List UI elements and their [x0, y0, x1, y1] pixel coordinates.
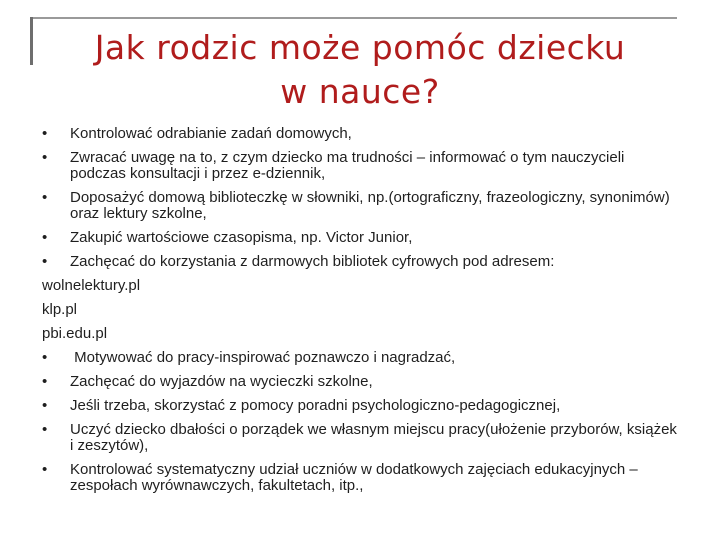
list-item	[42, 150, 682, 182]
list-item	[42, 350, 682, 366]
list-item-text: Zachęcać do korzystania z darmowych bibliotek cyfrowych pod adresem:	[70, 253, 555, 270]
bullet-marker: •	[42, 189, 48, 206]
bullet-marker: •	[42, 461, 48, 478]
bullet-marker: •	[42, 397, 48, 414]
slide-title-line-1: Jak rodzic może pomóc dziecku	[94, 28, 626, 67]
list-item	[42, 374, 682, 390]
bullet-marker: •	[42, 253, 48, 270]
bullet-marker: •	[42, 349, 48, 366]
list-item-text: Doposażyć domową biblioteczkę w słowniki, np.(ortograficzny, frazeologiczny, synonimów) oraz lektury szkolne,	[70, 189, 670, 222]
list-item	[42, 398, 682, 414]
list-item-text: Kontrolować odrabianie zadań domowych,	[70, 125, 352, 142]
library-url-pbi: pbi.edu.pl	[42, 325, 108, 342]
library-url-klp: klp.pl	[42, 301, 78, 318]
slide-content	[42, 126, 682, 502]
bullet-marker: •	[42, 373, 48, 390]
slide-frame-left-line	[30, 17, 33, 65]
slide-title-line-2: w nauce?	[280, 72, 440, 111]
list-item	[42, 126, 682, 142]
bullet-marker: •	[42, 421, 48, 438]
list-item-text: Zwracać uwagę na to, z czym dziecko ma trudności – informować o tym nauczycieli podczas konsultacji i przez e-dziennik,	[70, 149, 625, 182]
slide-frame-top-line	[30, 17, 677, 19]
list-item-text: Motywować do pracy-inspirować poznawczo i nagradzać,	[70, 349, 456, 366]
list-item	[42, 254, 682, 270]
list-item	[42, 422, 682, 454]
bullet-marker: •	[42, 229, 48, 246]
list-item-text: Uczyć dziecko dbałości o porządek we własnym miejscu pracy(ułożenie przyborów, książek i zeszytów),	[70, 421, 677, 454]
list-item	[42, 230, 682, 246]
list-item-text: Jeśli trzeba, skorzystać z pomocy poradni psychologiczno-pedagogicznej,	[70, 397, 561, 414]
list-item-text: Kontrolować systematyczny udział uczniów w dodatkowych zajęciach edukacyjnych – zespołach wyrównawczych, fakultetach, itp.,	[70, 461, 638, 494]
list-item	[42, 462, 682, 494]
list-item	[42, 190, 682, 222]
list-item-text: Zakupić wartościowe czasopisma, np. Victor Junior,	[70, 229, 413, 246]
library-url-wolnelektury: wolnelektury.pl	[42, 277, 141, 294]
list-item-text: Zachęcać do wyjazdów na wycieczki szkolne,	[70, 373, 373, 390]
bullet-marker: •	[42, 149, 48, 166]
slide-title	[40, 26, 680, 114]
bullet-marker: •	[42, 125, 48, 142]
